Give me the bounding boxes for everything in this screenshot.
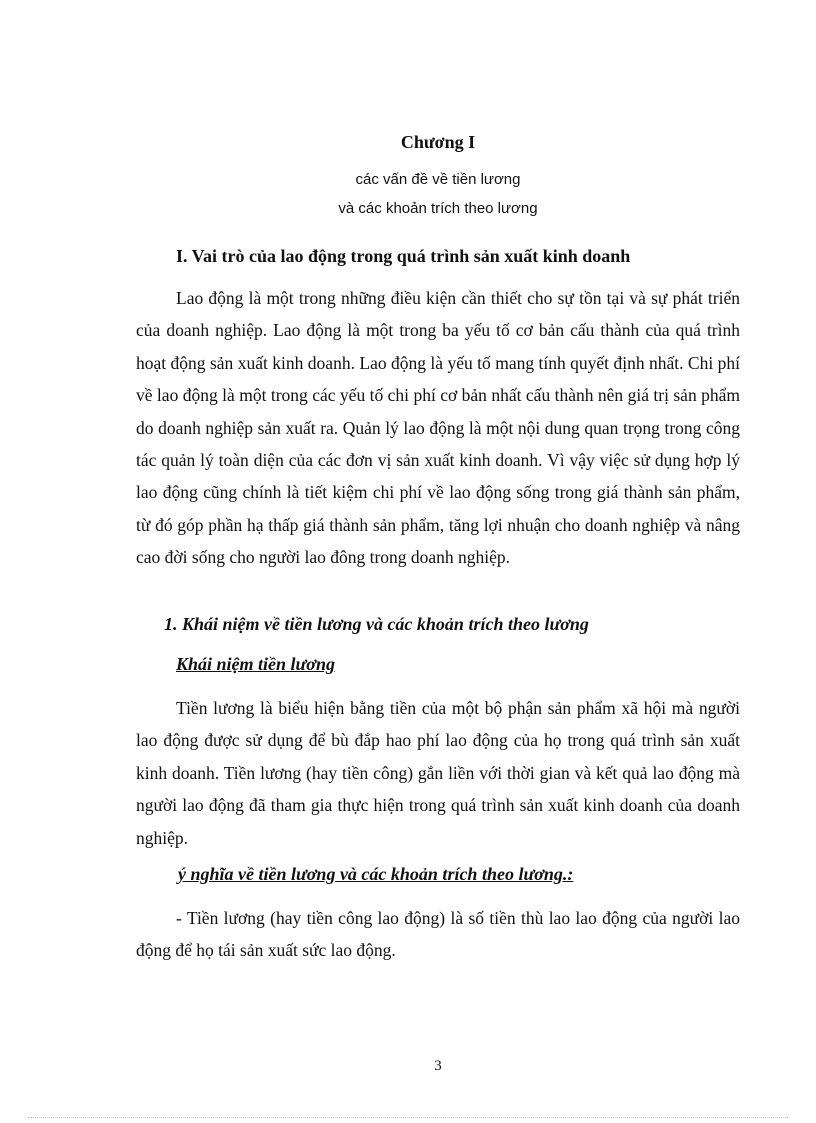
concept-heading: Khái niệm tiền lương [176, 654, 335, 674]
section-heading: I. Vai trò của lao động trong quá trình sản xuất kinh doanh [176, 246, 631, 266]
concept-paragraph: Tiền lương là biểu hiện bằng tiền của một bộ phận sản phẩm xã hội mà người lao động được sử dụng để bù đắp hao phí lao động của họ trong quá trình sản xuất kinh doanh. Tiền lương (hay tiền công) gắn liền với thời gian và kết quả lao động mà người lao động đã tham gia thực hiện trong quá trình sản xuất kinh doanh của doanh nghiệp. [136, 698, 740, 848]
page-bottom-divider [28, 1117, 788, 1118]
subsection-heading: 1. Khái niệm về tiền lương và các khoản trích theo lương [164, 614, 589, 634]
meaning-heading: ý nghĩa về tiền lương và các khoản trích theo lương.: [178, 864, 574, 884]
chapter-title: Chương I [400, 132, 476, 152]
meaning-paragraph: - Tiền lương (hay tiền công lao động) là số tiền thù lao lao động của người lao động để họ tái sản xuất sức lao động. [136, 908, 740, 961]
section-paragraph: Lao động là một trong những điều kiện cần thiết cho sự tồn tại và sự phát triển của doanh nghiệp. Lao động là một trong ba yếu tố cơ bản cấu thành của quá trình hoạt động sản xuất kinh doanh. Lao động là yếu tố mang tính quyết định nhất. Chi phí về lao động là một trong các yếu tố chi phí cơ bản nhất cấu thành nên giá trị sản phẩm do doanh nghiệp sản xuất ra. Quản lý lao động là một nội dung quan trọng trong công tác quản lý toàn diện của các đơn vị sản xuất kinh doanh. Vì vậy việc sử dụng hợp lý lao động cũng chính là tiết kiệm chi phí về lao động sống trong giá thành sản phẩm, từ đó góp phần hạ thấp giá thành sản phẩm, tăng lợi nhuận cho doanh nghiệp và nâng cao đời sống cho người lao đông trong doanh nghiệp. [136, 288, 740, 568]
page-number: 3 [434, 1058, 442, 1074]
chapter-subtitle-line2: và các khoản trích theo lương [338, 200, 538, 217]
chapter-subtitle-line1: các vấn đề về tiền lương [355, 171, 521, 188]
